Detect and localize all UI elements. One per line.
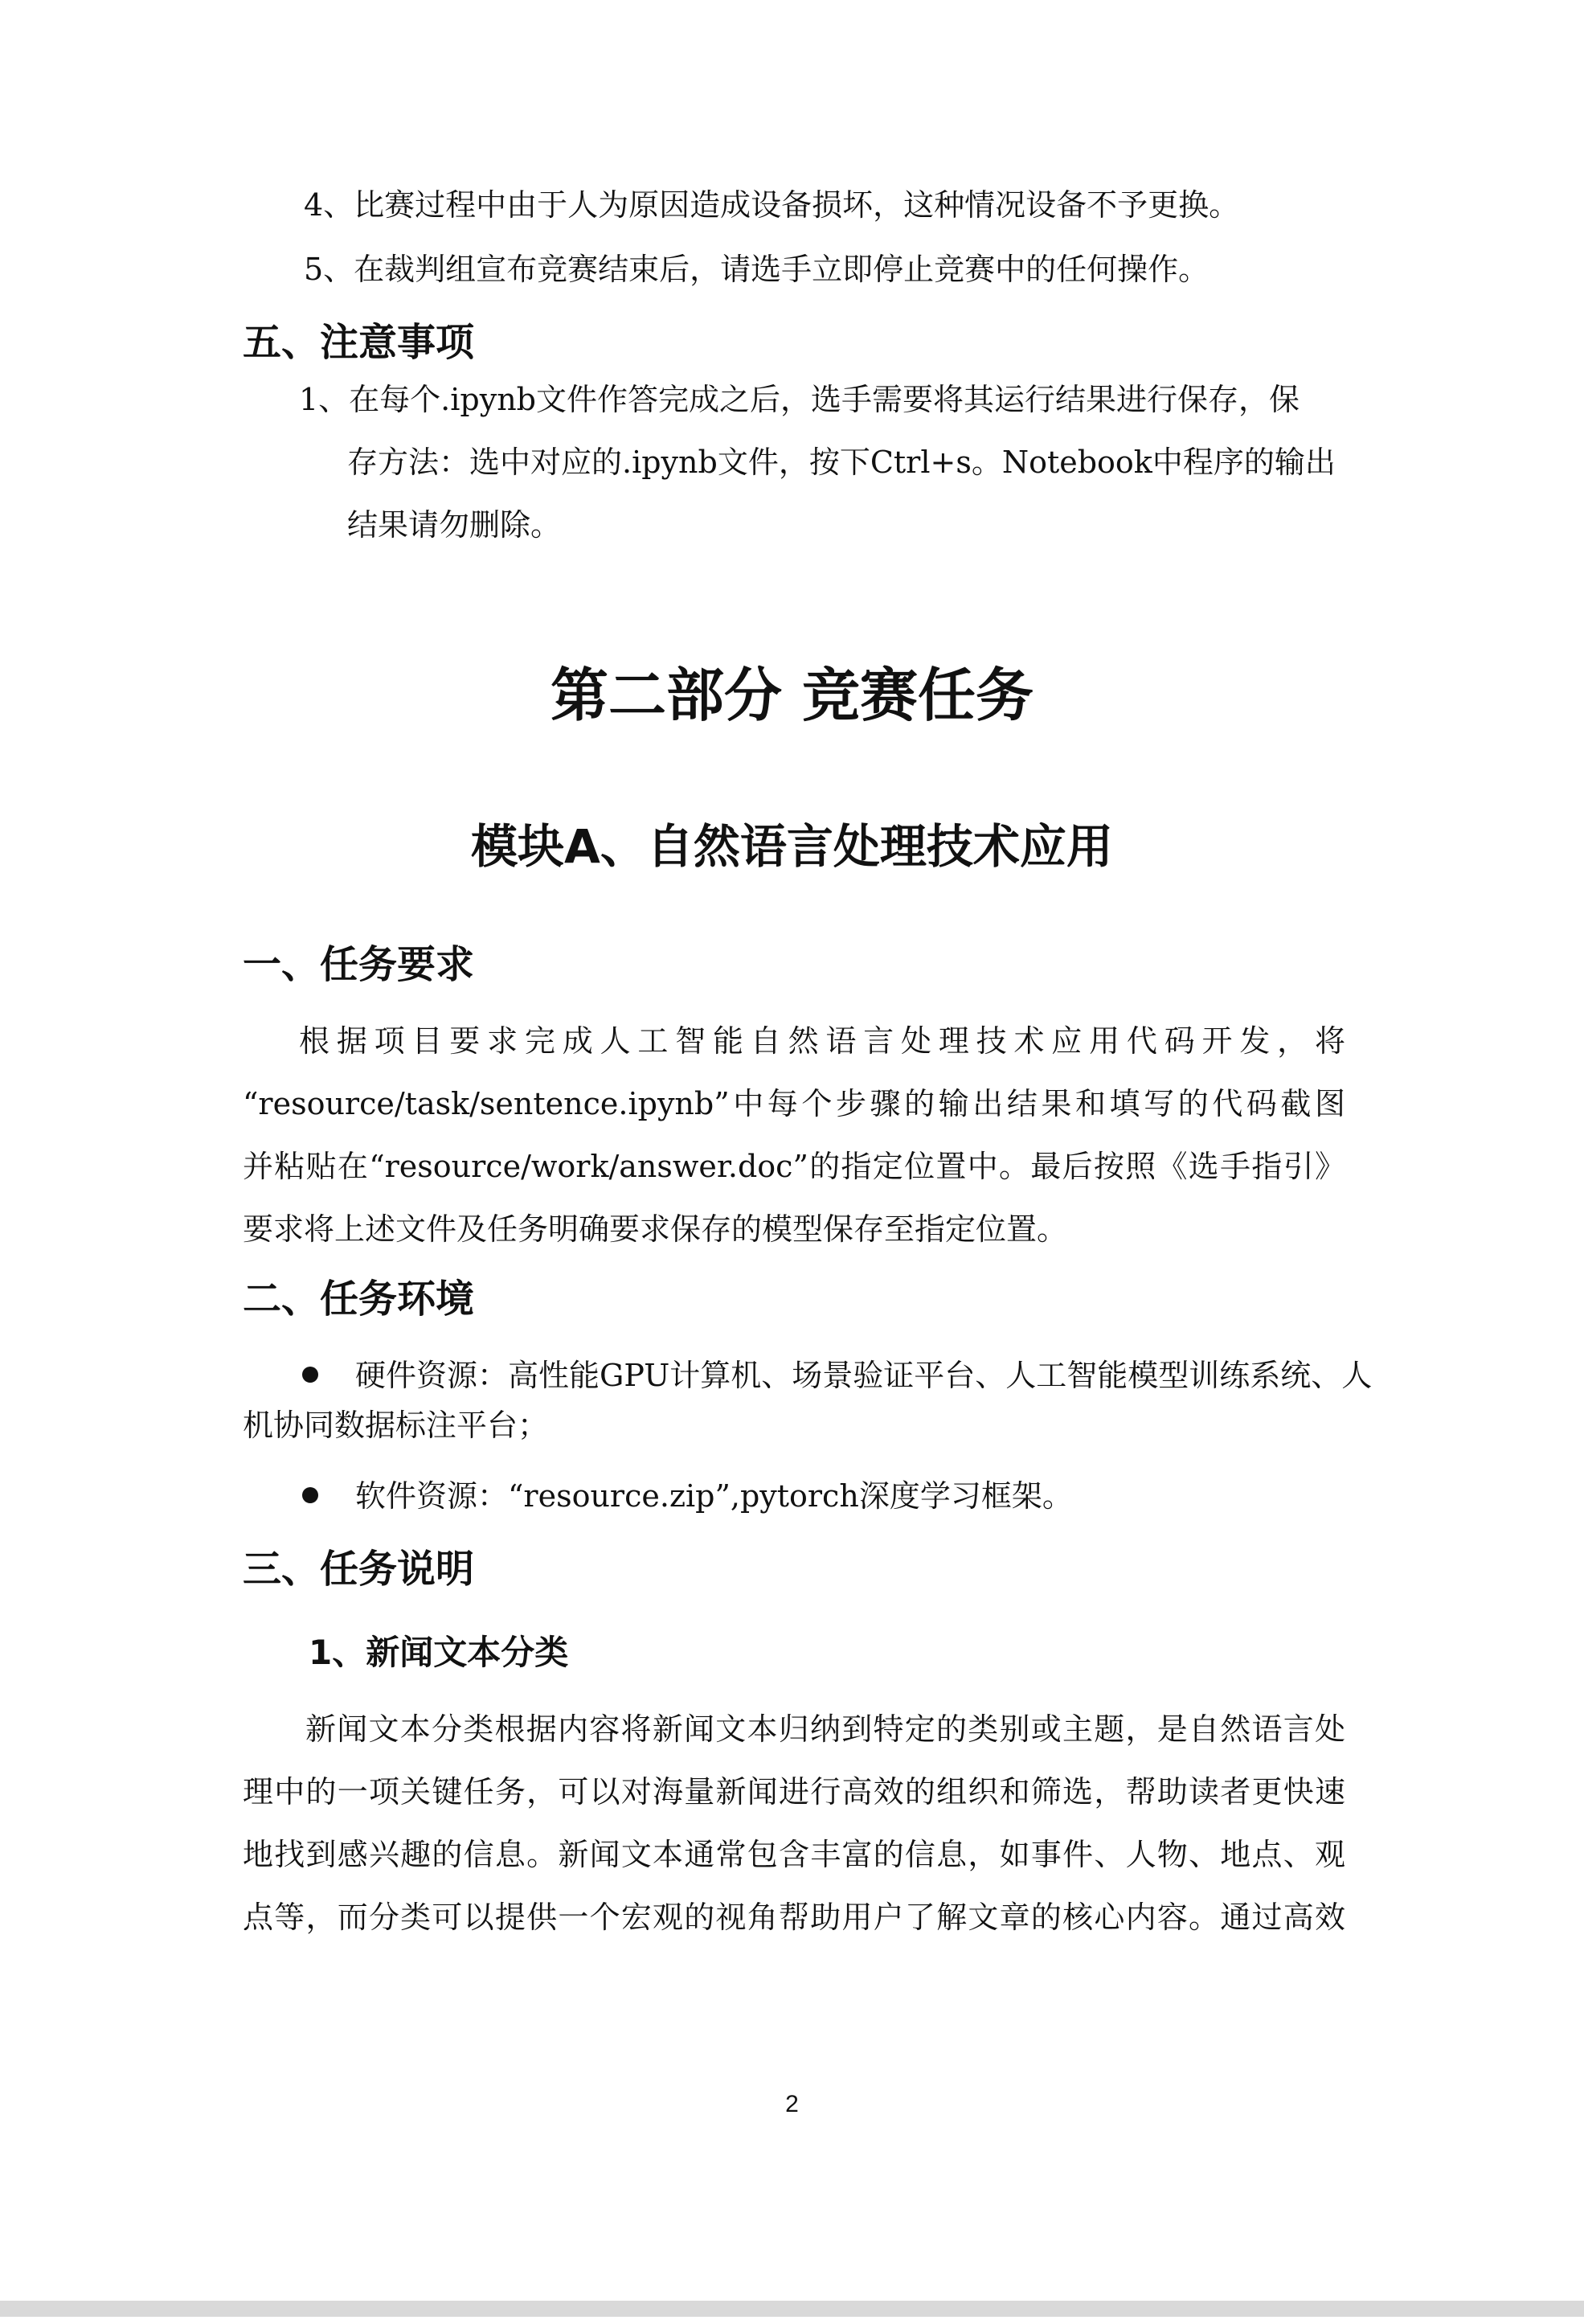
hardware-line-1: 硬件资源：高性能GPU计算机、场景验证平台、人工智能模型训练系统、人: [355, 1358, 1373, 1393]
notes-item-1-line-2: 存方法：选中对应的.ipynb文件，按下Ctrl+s。Notebook中程序的输出: [347, 445, 1336, 480]
task-environment-heading: 二、任务环境: [243, 1277, 475, 1322]
part-title: 第二部分 竞赛任务: [550, 662, 1034, 729]
news-paragraph-line-4: 点等，而分类可以提供一个宏观的视角帮助用户了解文章的核心内容。通过高效: [243, 1900, 1345, 1935]
software-line: 软件资源：“resource.zip”,pytorch深度学习框架。: [355, 1478, 1073, 1514]
task-description-heading: 三、任务说明: [243, 1547, 475, 1592]
page-gap-stripe: [0, 2301, 1584, 2317]
task-requirements-heading: 一、任务要求: [243, 942, 475, 987]
list-item-4: 4、比赛过程中由于人为原因造成设备损坏，这种情况设备不予更换。: [304, 187, 1240, 223]
page-separator: [0, 2283, 1584, 2324]
task-requirements-line-4: 要求将上述文件及任务明确要求保存的模型保存至指定位置。: [243, 1211, 1068, 1247]
bullet-hardware: [302, 1367, 318, 1383]
news-paragraph-line-2: 理中的一项关键任务，可以对海量新闻进行高效的组织和筛选，帮助读者更快速: [243, 1774, 1345, 1810]
news-paragraph-line-1: 新闻文本分类根据内容将新闻文本归纳到特定的类别或主题，是自然语言处: [305, 1711, 1345, 1747]
hardware-line-2: 机协同数据标注平台；: [243, 1408, 549, 1443]
notes-item-1-line-1: 1、在每个.ipynb文件作答完成之后，选手需要将其运行结果进行保存，保: [299, 382, 1300, 417]
page-number: 2: [785, 2091, 799, 2117]
notes-heading: 五、注意事项: [243, 320, 475, 365]
task-requirements-line-2: “resource/task/sentence.ipynb”中每个步骤的输出结果和填写的代码截图: [243, 1086, 1345, 1121]
task-requirements-line-3: 并粘贴在“resource/work/answer.doc”的指定位置中。最后按照《选手指引》: [243, 1149, 1345, 1184]
task-requirements-line-1: 根据项目要求完成人工智能自然语言处理技术应用代码开发，将: [299, 1023, 1345, 1059]
module-title: 模块A、自然语言处理技术应用: [471, 819, 1113, 874]
bullet-software: [302, 1487, 318, 1503]
notes-item-1-line-3: 结果请勿删除。: [347, 507, 562, 543]
news-classification-heading: 1、新闻文本分类: [309, 1633, 569, 1672]
list-item-5: 5、在裁判组宣布竞赛结束后，请选手立即停止竞赛中的任何操作。: [304, 252, 1209, 287]
news-paragraph-line-3: 地找到感兴趣的信息。新闻文本通常包含丰富的信息，如事件、人物、地点、观: [243, 1837, 1345, 1872]
